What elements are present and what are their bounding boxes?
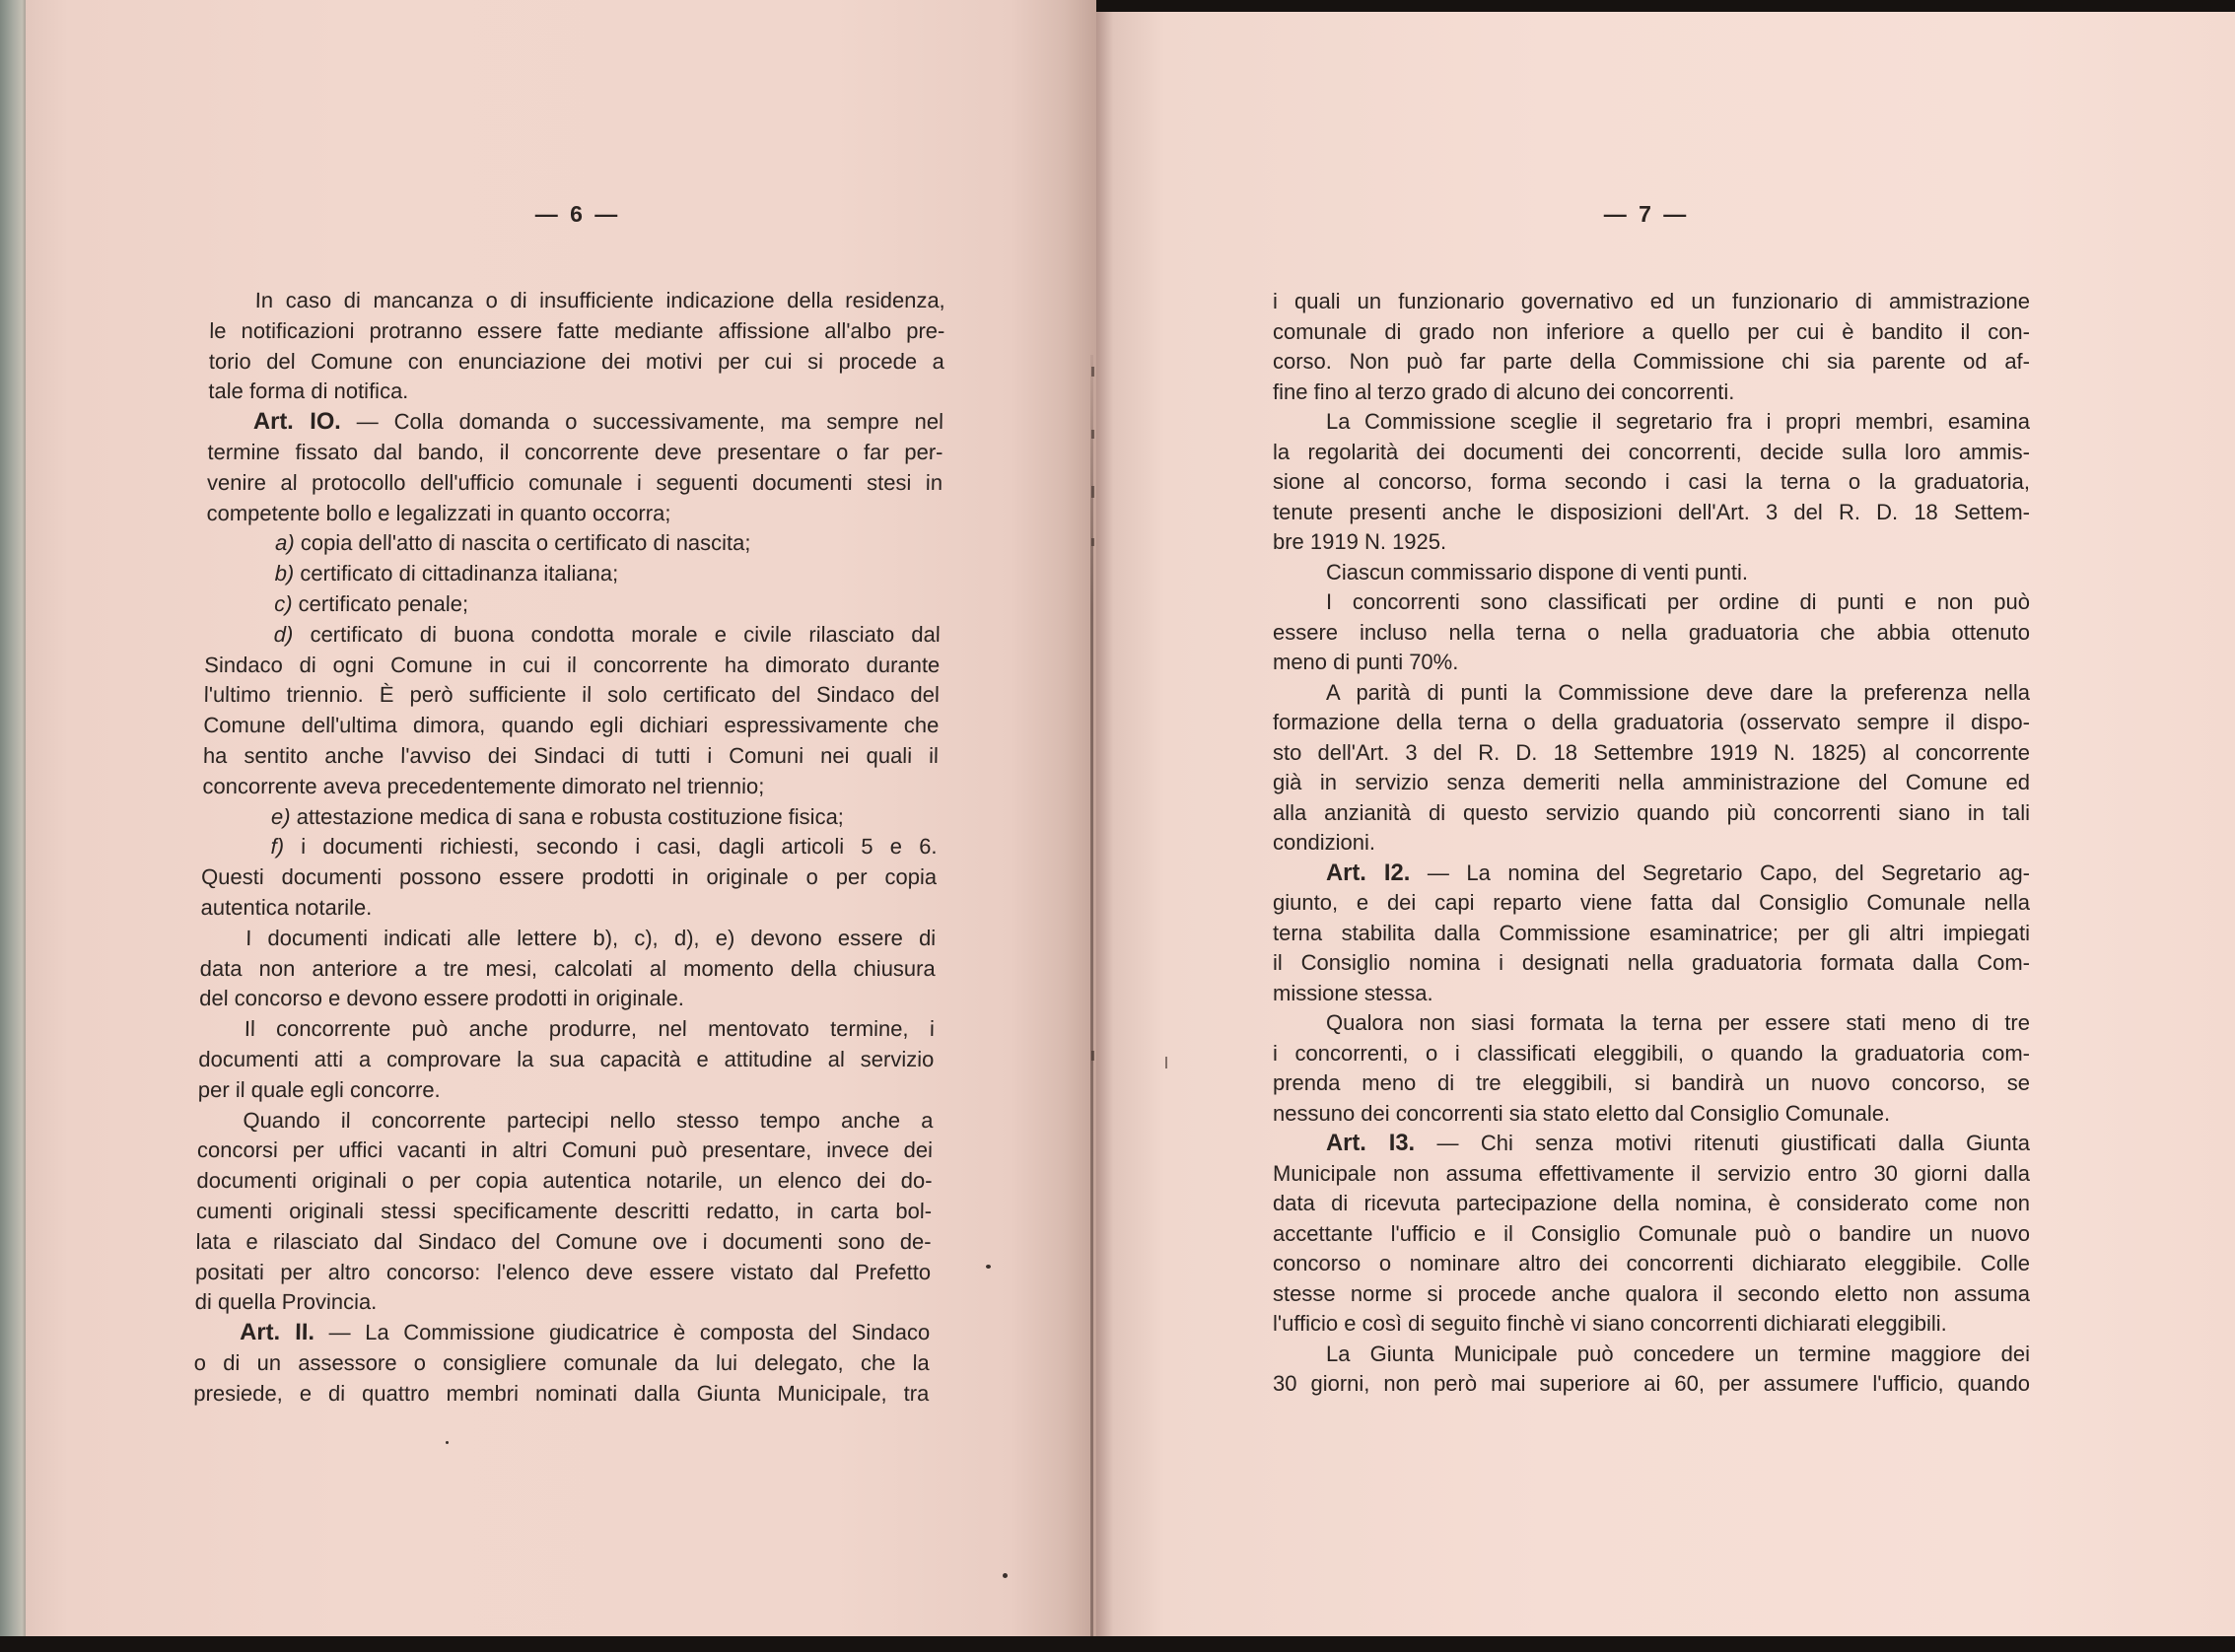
gutter-mark — [1091, 1051, 1094, 1061]
list-item — [205, 589, 941, 620]
line-text: bre 1919 N. 1925. — [1273, 529, 1447, 554]
line-text: torio del Comune con enunciazione dei motivi per cui si procede a — [208, 348, 945, 374]
text-line — [1273, 1039, 2030, 1069]
text-line — [206, 499, 942, 529]
paragraph — [1273, 678, 2030, 859]
text-line — [1273, 407, 2030, 438]
list-item — [200, 832, 937, 923]
text-line — [205, 620, 941, 651]
line-text: termine fissato dal bando, il concorrente deve presentare o far per- — [207, 439, 943, 464]
text-line — [199, 954, 935, 985]
text-line — [1273, 859, 2030, 889]
text-line — [1273, 1369, 2030, 1400]
gutter-mark — [1091, 538, 1094, 546]
line-text: i quali un funzionario governativo ed un funzionario di ammistrazione — [1273, 289, 2030, 313]
paragraph — [1273, 1008, 2030, 1129]
line-text: certificato di cittadinanza italiana; — [300, 561, 619, 586]
text-line — [1273, 1159, 2030, 1190]
line-text: autentica notarile. — [200, 894, 373, 920]
line-text: i concorrenti, o i classificati eleggibili, o quando la graduatoria com- — [1273, 1040, 2030, 1066]
line-text: concorrente aveva precedentemente dimorato nel triennio; — [202, 773, 765, 798]
text-line — [209, 316, 944, 347]
item-label: c) — [274, 590, 293, 616]
text-line — [203, 711, 939, 741]
text-line — [193, 1379, 929, 1410]
text-line — [1273, 618, 2030, 649]
book-gutter — [1090, 355, 1093, 1636]
text-line — [1273, 798, 2030, 829]
item-label: b) — [274, 561, 295, 586]
line-text: venire al protocollo dell'ufficio comunale i seguenti documenti stesi in — [206, 469, 943, 495]
text-line — [1273, 919, 2030, 949]
ink-speck — [446, 1441, 449, 1444]
line-text: formazione della terna o della graduatoria (osservato sempre il dispo- — [1273, 710, 2030, 734]
line-text: copia dell'atto di nascita o certificato di nascita; — [300, 530, 751, 556]
text-line — [198, 1075, 934, 1106]
line-text: condizioni. — [1273, 830, 1375, 855]
text-line — [1273, 287, 2030, 317]
line-text: tale forma di notifica. — [208, 379, 409, 404]
page-number: — 7 — — [1603, 201, 1690, 227]
paragraph — [208, 286, 945, 407]
line-text: — La nomina del Segretario Capo, del Segretario ag- — [1427, 860, 2030, 885]
text-line — [210, 286, 945, 316]
line-text: La Giunta Municipale può concedere un termine maggiore dei — [1326, 1341, 2030, 1366]
text-line — [1273, 1279, 2030, 1310]
article-label: Art. II. — [240, 1319, 315, 1346]
text-line — [202, 802, 938, 833]
paragraph — [1273, 287, 2030, 407]
line-text: accettante l'ufficio e il Consiglio Comunale può o bandire un nuovo — [1273, 1220, 2030, 1246]
text-line — [1273, 828, 2030, 859]
item-label: d) — [273, 621, 294, 647]
text-line — [1273, 768, 2030, 798]
text-line — [1273, 347, 2030, 378]
line-text: nessuno dei concorrenti sia stato eletto dal Consiglio Comunale. — [1273, 1100, 1891, 1126]
line-text: documenti originali o per copia autentica notarile, un elenco dei do- — [196, 1168, 933, 1194]
article-label: Art. I3. — [1326, 1130, 1416, 1156]
article-paragraph — [1273, 859, 2030, 1009]
text-line — [204, 651, 940, 681]
list-item — [202, 802, 938, 833]
line-text: tenute presenti anche le disposizioni dell'Art. 3 del R. D. 18 Settem- — [1273, 499, 2030, 524]
line-text: La Commissione sceglie il segretario fra i propri membri, esamina — [1326, 409, 2030, 434]
line-text: ha sentito anche l'avviso dei Sindaci di tutti i Comuni nei quali il — [202, 742, 940, 768]
line-text: Comune dell'ultima dimora, quando egli dichiari espressivamente che — [203, 713, 940, 738]
line-text: già in servizio senza demeriti nella amministrazione del Comune ed — [1273, 770, 2030, 794]
text-line — [202, 772, 938, 802]
text-line — [1273, 527, 2030, 558]
text-line — [194, 1318, 930, 1348]
line-text: data non anteriore a tre mesi, calcolati al momento della chiusura — [199, 955, 936, 981]
text-line — [1273, 1249, 2030, 1279]
line-text: comunale di grado non inferiore a quello per cui è bandito il con- — [1273, 318, 2030, 344]
line-text: I concorrenti sono classificati per ordine di punti e non può — [1326, 589, 2030, 614]
line-text: certificato penale; — [298, 590, 469, 616]
text-line — [1273, 1309, 2030, 1340]
text-line — [1273, 1340, 2030, 1370]
text-line — [198, 1045, 934, 1075]
text-line — [204, 680, 940, 711]
text-line — [196, 1166, 932, 1197]
text-line — [208, 407, 943, 438]
list-item — [206, 528, 942, 559]
paragraph — [199, 924, 936, 1014]
ink-speck — [1003, 1573, 1008, 1578]
paragraph — [198, 1014, 935, 1105]
line-text: presiede, e di quattro membri nominati dalla Giunta Municipale, tra — [193, 1380, 930, 1406]
text-line — [205, 589, 941, 620]
text-line — [195, 1227, 931, 1258]
text-line — [1273, 1008, 2030, 1039]
paragraph — [1273, 407, 2030, 558]
text-line — [1273, 888, 2030, 919]
text-line — [197, 1136, 933, 1166]
line-text: sione al concorso, forma secondo i casi la terna o la graduatoria, — [1273, 469, 2030, 494]
line-text: prenda meno di tre eleggibili, si bandirà un nuovo concorso, se — [1273, 1070, 2030, 1095]
item-label: a) — [274, 530, 295, 556]
line-text: terna stabilita dalla Commissione esaminatrice; per gli altri impiegati — [1273, 920, 2030, 945]
text-line — [199, 984, 935, 1014]
text-line — [208, 377, 943, 407]
paragraph — [194, 1106, 933, 1319]
line-text: positati per altro concorso: l'elenco deve essere vistato dal Prefetto — [194, 1259, 932, 1284]
line-text: fine fino al terzo grado di alcuno dei concorrenti. — [1273, 379, 1735, 404]
line-text: competente bollo e legalizzati in quanto occorra; — [206, 500, 671, 525]
text-line — [1273, 438, 2030, 468]
text-line — [1273, 979, 2030, 1009]
gutter-mark — [1091, 486, 1094, 498]
line-text: Municipale non assuma effettivamente il servizio entro 30 giorni dalla — [1273, 1160, 2030, 1186]
text-line — [1273, 678, 2030, 709]
text-line — [1273, 648, 2030, 678]
line-text: lata e rilasciato dal Sindaco del Comune ove i documenti sono de- — [195, 1228, 932, 1254]
text-line — [194, 1348, 930, 1379]
line-text: sto dell'Art. 3 del R. D. 18 Settembre 1919 N. 1825) al concorrente — [1273, 739, 2030, 765]
line-text: Quando il concorrente partecipi nello stesso tempo anche a — [243, 1107, 934, 1133]
line-text: In caso di mancanza o di insufficiente indicazione della residenza, — [254, 288, 945, 312]
line-text: concorso o nominare altro dei concorrenti dichiarato eleggibile. Colle — [1273, 1251, 2030, 1275]
article-label: Art. IO. — [252, 408, 342, 436]
text-line — [1273, 467, 2030, 498]
line-text: corso. Non può far parte della Commissione chi sia parente od af- — [1273, 349, 2030, 374]
text-line — [209, 347, 944, 378]
text-line — [1273, 1068, 2030, 1099]
line-text: I documenti indicati alle lettere b), c), d), e) devono essere di — [245, 925, 937, 950]
line-text: certificato di buona condotta morale e civile rilasciato dal — [310, 621, 941, 647]
text-line — [195, 1258, 931, 1288]
line-text: Ciascun commissario dispone di venti punti. — [1326, 559, 1748, 585]
line-text: missione stessa. — [1273, 980, 1433, 1005]
text-line — [201, 862, 937, 893]
paragraph — [1273, 558, 2030, 588]
line-text: il Consiglio nomina i designati nella graduatoria formata dalla Com- — [1273, 950, 2030, 975]
text-line — [1273, 498, 2030, 528]
text-line — [201, 832, 937, 862]
paragraph — [1273, 1340, 2030, 1400]
line-text: l'ufficio e così di seguito finchè vi siano concorrenti dichiarati eleggibili. — [1273, 1311, 1947, 1336]
line-text: Il concorrente può anche produrre, nel mentovato termine, i — [244, 1016, 936, 1042]
text-line — [200, 893, 936, 924]
item-label: f) — [270, 834, 285, 860]
line-text: documenti atti a comprovare la sua capacità e attitudine al servizio — [198, 1046, 935, 1071]
line-text: stesse norme si procede anche qualora il secondo eletto non assuma — [1273, 1280, 2030, 1306]
line-text: le notificazioni protranno essere fatte mediante affissione all'albo pre- — [209, 317, 945, 343]
text-line — [1273, 948, 2030, 979]
text-line — [197, 1106, 933, 1136]
article-paragraph — [1273, 1129, 2030, 1340]
text-line — [196, 1197, 932, 1227]
line-text: o di un assessore o consigliere comunale da lui delegato, che la — [193, 1349, 930, 1375]
text-line — [1273, 558, 2030, 588]
list-item — [205, 559, 941, 589]
list-item — [202, 620, 941, 802]
line-text: alla anzianità di questo servizio quando più concorrenti siano in tali — [1273, 799, 2030, 825]
line-text: — Colla domanda o successivamente, ma sempre nel — [356, 409, 944, 435]
line-text: meno di punti 70%. — [1273, 650, 1459, 674]
ink-speck — [986, 1265, 991, 1269]
line-text: Questi documenti possono essere prodotti in originale o per copia — [200, 864, 938, 890]
text-line — [205, 559, 941, 589]
line-text: concorsi per uffici vacanti in altri Comuni può presentare, invece dei — [196, 1137, 934, 1163]
line-text: cumenti originali stessi specificamente descritti redatto, in carta bol- — [195, 1198, 933, 1223]
line-text: del concorso e devono essere prodotti in originale. — [199, 986, 685, 1011]
text-line — [1273, 587, 2030, 618]
text-line — [1273, 317, 2030, 348]
text-line — [1273, 1189, 2030, 1219]
line-text: attestazione medica di sana e robusta costituzione fisica; — [296, 803, 845, 829]
text-column-right — [1273, 287, 2030, 1400]
article-paragraph — [193, 1318, 930, 1409]
text-line — [207, 468, 943, 499]
line-text: essere incluso nella terna o nella graduatoria che abbia ottenuto — [1273, 619, 2030, 645]
text-line — [199, 1014, 935, 1045]
text-column-left — [193, 286, 945, 1409]
line-text: — La Commissione giudicatrice è composta del Sindaco — [328, 1320, 931, 1345]
line-text: l'ultimo triennio. È però sufficiente il solo certificato del Sindaco del — [203, 682, 941, 708]
page-number: — 6 — — [534, 201, 621, 227]
paragraph — [1273, 587, 2030, 678]
text-line — [1273, 378, 2030, 408]
line-text: Sindaco di ogni Comune in cui il concorrente ha dimorato durante — [204, 652, 941, 677]
text-line — [1273, 708, 2030, 738]
gutter-mark — [1091, 367, 1094, 377]
gutter-mark — [1165, 1057, 1167, 1068]
text-line — [200, 924, 936, 954]
line-text: 30 giorni, non però mai superiore ai 60, per assumere l'ufficio, quando — [1273, 1371, 2030, 1396]
item-label: e) — [270, 803, 291, 829]
text-line — [1273, 1099, 2030, 1130]
line-text: giunto, e dei capi reparto viene fatta dal Consiglio Comunale nella — [1273, 890, 2030, 915]
article-paragraph — [206, 407, 943, 528]
gutter-mark — [1091, 430, 1094, 439]
text-line — [1273, 738, 2030, 769]
text-line — [194, 1287, 930, 1318]
article-label: Art. I2. — [1326, 859, 1411, 886]
line-text: — Chi senza motivi ritenuti giustificati dalla Giunta — [1436, 1131, 2030, 1155]
line-text: di quella Provincia. — [194, 1289, 378, 1315]
line-text: data di ricevuta partecipazione della nomina, è considerato come non — [1273, 1191, 2030, 1215]
text-line — [206, 528, 942, 559]
text-line — [207, 438, 943, 468]
text-line — [1273, 1219, 2030, 1250]
line-text: per il quale egli concorre. — [197, 1076, 441, 1102]
text-line — [203, 741, 939, 772]
line-text: Qualora non siasi formata la terna per essere stati meno di tre — [1326, 1010, 2030, 1035]
text-line — [1273, 1129, 2030, 1159]
line-text: la regolarità dei documenti dei concorrenti, decide sulla loro ammis- — [1273, 439, 2030, 464]
line-text: A parità di punti la Commissione deve dare la preferenza nella — [1326, 679, 2030, 705]
line-text: i documenti richiesti, secondo i casi, dagli articoli 5 e 6. — [301, 834, 938, 860]
